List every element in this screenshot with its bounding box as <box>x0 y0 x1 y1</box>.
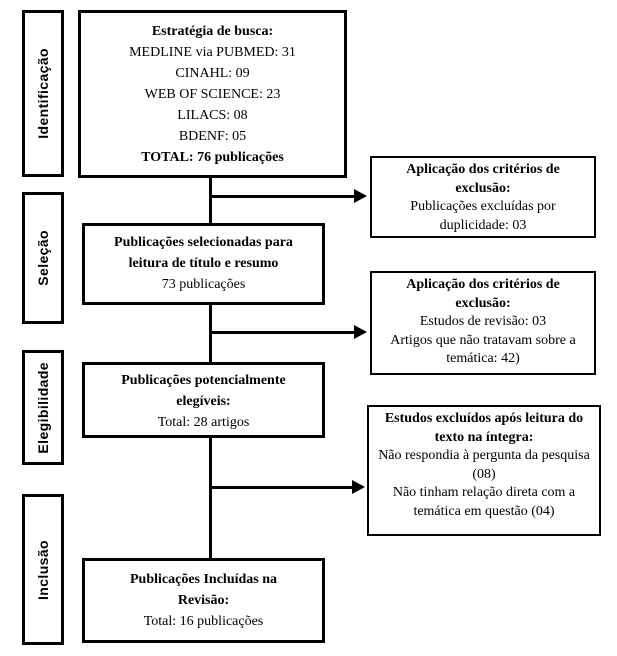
exclusion-line: temática: 42) <box>446 351 520 366</box>
arrow-head-icon <box>354 189 367 203</box>
stage-box-selecao <box>22 192 64 324</box>
flow-box-selected-title-abstract <box>82 223 325 305</box>
arrow-head-icon <box>352 480 365 494</box>
exclusion-line: Aplicação dos critérios de <box>406 162 560 177</box>
stage-box-inclusao <box>22 494 64 645</box>
arrow-head-icon <box>354 325 367 339</box>
flow-line: 73 publicações <box>161 277 246 292</box>
flow-box-search-strategy <box>78 10 347 178</box>
exclusion-line: duplicidade: 03 <box>439 217 527 233</box>
arrow-line-to-duplicates <box>211 195 355 198</box>
exclusion-line: Estudos excluídos após leitura do <box>384 411 584 426</box>
exclusion-line: Aplicação dos critérios de <box>406 277 560 292</box>
flow-line: Estratégia de busca: <box>151 24 274 39</box>
exclusion-line: exclusão: <box>455 295 511 311</box>
connector-line-identification-to-selection <box>209 176 212 225</box>
arrow-line-to-full-text-exclusions <box>211 486 353 489</box>
flow-line: BDENF: 05 <box>178 129 247 144</box>
exclusion-line: temática em questão (04) <box>413 503 555 519</box>
flow-line: Total: 16 publicações <box>143 614 264 629</box>
flow-line: CINAHL: 09 <box>175 66 250 81</box>
flow-line: MEDLINE via PUBMED: 31 <box>129 45 296 60</box>
exclusion-line: Publicações excluídas por <box>410 199 556 214</box>
flow-line: Revisão: <box>177 593 230 608</box>
flow-line: Total: 28 artigos <box>157 415 250 430</box>
flow-box-potentially-eligible <box>82 362 325 438</box>
stage-label-identificacao: Identificação <box>35 48 51 139</box>
stage-label-inclusao: Inclusão <box>35 539 51 600</box>
stage-box-identificacao <box>22 10 64 177</box>
exclusion-line: Não respondia à pergunta da pesquisa <box>378 448 590 463</box>
exclusion-line: exclusão: <box>455 180 511 196</box>
flow-box-included-review <box>82 558 325 643</box>
flow-line: Publicações selecionadas para <box>114 235 293 250</box>
exclusion-line: (08) <box>472 466 496 482</box>
arrow-line-to-title-abstract-exclusions <box>211 331 355 334</box>
exclusion-line: Artigos que não tratavam sobre a <box>390 332 576 348</box>
exclusion-line: Não tinham relação direta com a <box>392 485 576 500</box>
stage-label-selecao: Seleção <box>35 230 51 286</box>
exclusion-box-full-text <box>367 405 601 536</box>
flow-line: LILACS: 08 <box>177 108 248 123</box>
exclusion-line: texto na íntegra: <box>434 429 534 445</box>
stage-box-elegibilidade <box>22 350 64 465</box>
exclusion-box-duplicates <box>370 156 596 238</box>
flow-line: TOTAL: 76 publicações <box>141 150 284 165</box>
flow-line: Publicações potencialmente <box>121 373 286 388</box>
stage-label-elegibilidade: Elegibilidade <box>35 361 51 454</box>
flow-line: elegíveis: <box>176 394 231 409</box>
connector-line-eligibility-to-inclusion <box>209 435 212 560</box>
flow-line: Publicações Incluídas na <box>129 572 278 587</box>
flow-line: WEB OF SCIENCE: 23 <box>144 87 281 102</box>
exclusion-box-title-abstract <box>370 271 596 375</box>
flow-line: leitura de título e resumo <box>128 256 279 271</box>
exclusion-line: Estudos de revisão: 03 <box>419 314 547 329</box>
